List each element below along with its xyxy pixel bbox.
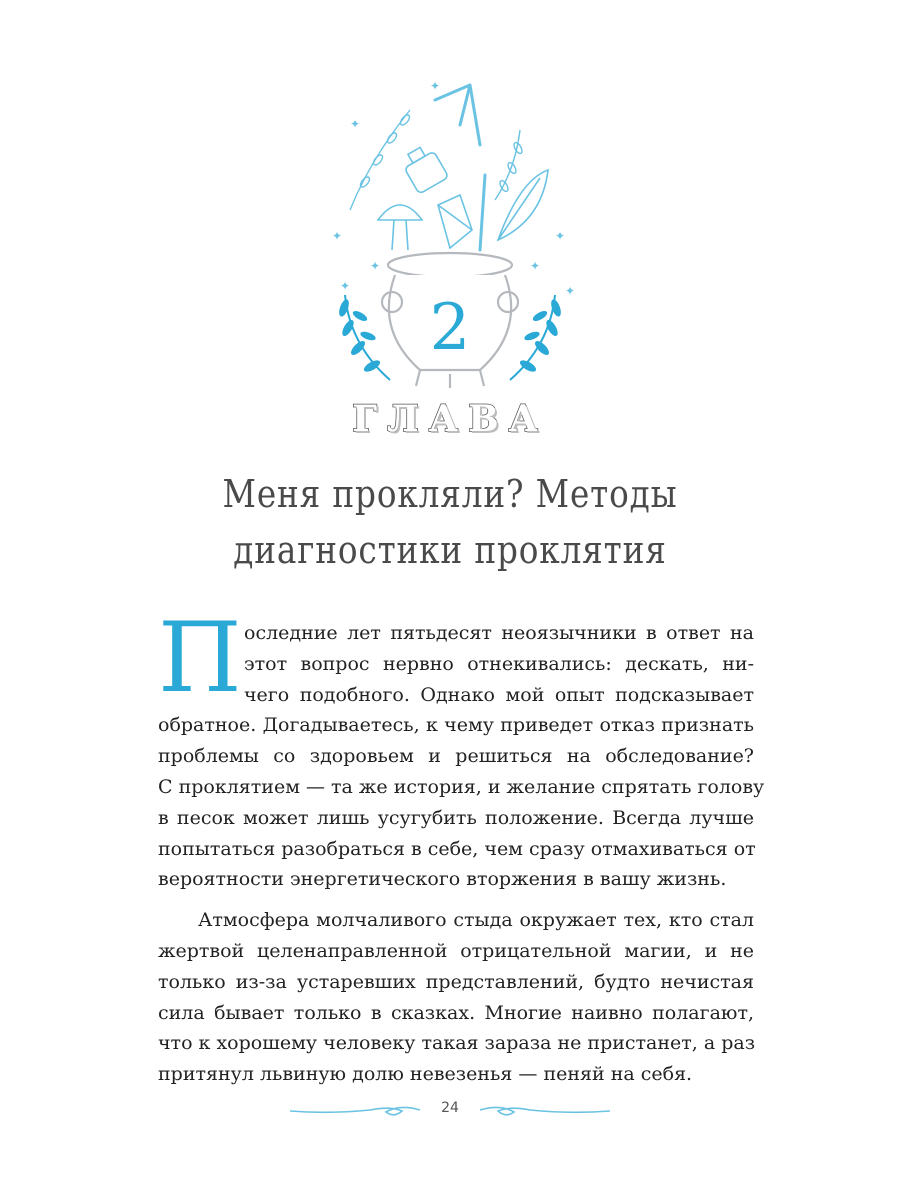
text-line: сила бывает только в сказках. Многие наивно полагают, (158, 1001, 754, 1024)
svg-text:✦: ✦ (555, 229, 566, 243)
svg-text:✦: ✦ (370, 259, 381, 273)
body-text (158, 618, 765, 1090)
chapter-label: ГЛАВА (352, 398, 548, 440)
chapter-title (183, 466, 716, 578)
wand-icon (480, 175, 485, 250)
text-line: этот вопрос нервно отнекивались: дескать, ни- (244, 652, 754, 675)
svg-text:✦: ✦ (332, 229, 343, 243)
mushroom-icon (378, 205, 422, 250)
text-line: только из-за устаревших представлений, будто нечистая (158, 970, 754, 993)
chapter-title-line: Меня прокляли? Методы (222, 472, 678, 516)
chapter-number: 2 (429, 291, 471, 365)
svg-text:✦: ✦ (430, 79, 441, 93)
text-line: обратное. Догадываетесь, к чему приведет отказ признать (158, 714, 754, 737)
text-line: С проклятием — та же история, и желание спрятать голову (158, 775, 765, 798)
potion-bottle-icon (399, 142, 448, 194)
wishbone-icon (435, 85, 480, 145)
text-line: оследние лет пятьдесят неоязычники в ответ на (244, 622, 754, 644)
svg-text:✦: ✦ (350, 117, 361, 131)
paragraph (158, 618, 765, 895)
text-line: в песок может лишь усугубить положение. Всегда лучше (158, 806, 754, 829)
text-line: попытаться разобраться в себе, чем сразу отмахиваться от (158, 837, 756, 860)
chapter-title-line: диагностики проклятия (233, 528, 667, 572)
paragraph (158, 905, 754, 1090)
svg-text:✦: ✦ (530, 259, 541, 273)
text-line: чего подобного. Однако мой опыт подсказывает (244, 683, 754, 706)
text-line: проблемы со здоровьем и решиться на обследование? (158, 745, 754, 768)
text-line: притянул львиную долю невезенья — пеняй на себя. (158, 1063, 693, 1086)
text-line: Атмосфера молчаливого стыда окружает тех, кто стал (198, 909, 754, 932)
svg-text:✦: ✦ (340, 279, 351, 293)
text-line: вероятности энергетического вторжения в вашу жизнь. (158, 868, 727, 891)
drop-cap: П (158, 602, 242, 714)
herb-sprig-icon (350, 110, 524, 210)
text-line: что к хорошему человеку такая зараза не пристанет, а раз (158, 1032, 756, 1055)
page-number: 24 (430, 1100, 470, 1116)
crystal-icon (438, 195, 472, 248)
paragraph-gap (158, 895, 754, 905)
svg-text:✦: ✦ (565, 284, 576, 298)
text-line: жертвой целенаправленной отрицательной магии, и не (158, 939, 754, 962)
